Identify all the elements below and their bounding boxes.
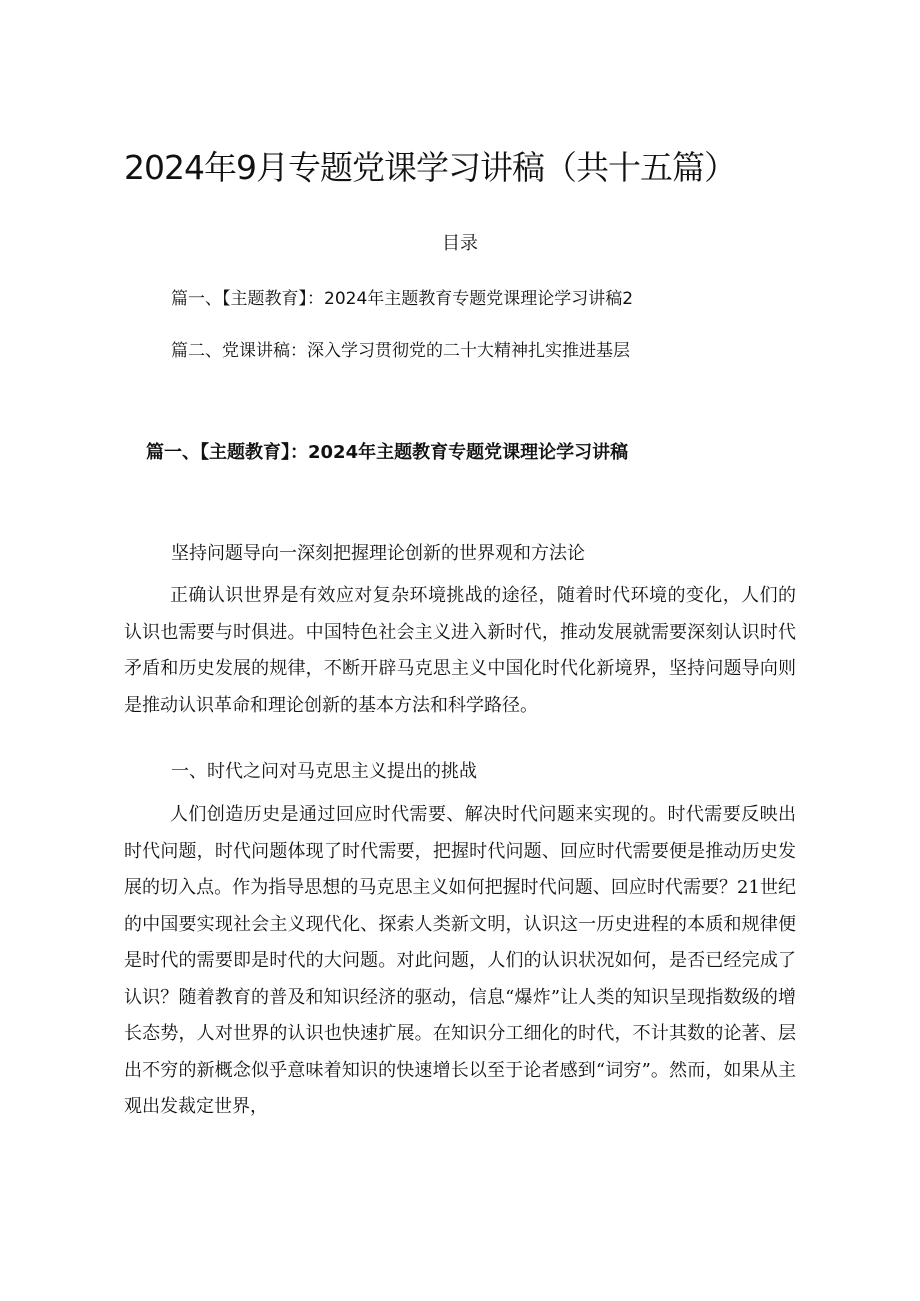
toc-heading: 目录 xyxy=(442,233,478,254)
paragraph-body: 人们创造历史是通过回应时代需要、解决时代问题来实现的。时代需要反映出时代问题，时代问题体现了时代需要，把握时代问题、回应时代需要便是推动历史发展的切入点。作为指导思想的马克思主义如何把握时代问题、回应时代需要？21世纪的中国要实现社会主义现代化、探索人类新文明，认识这一历史进程的本质和规律便是时代的需要即是时代的大问题。对此问题，人们的认识状况如何，是否已经完成了认识？随着教育的普及和知识经济的驱动，信息“爆炸”让人类的知识呈现指数级的增长态势，人对世界的认识也快速扩展。在知识分工细化的时代，不计其数的论著、层出不穷的新概念似乎意味着知识的快速增长以至于论者感到“词穷”。然而，如果从主观出发裁定世界， xyxy=(124,804,796,1117)
document-title: 2024年9月专题党课学习讲稿（共十五篇） xyxy=(124,148,736,187)
toc-item-2[interactable]: 篇二、党课讲稿：深入学习贯彻党的二十大精神扎实推进基层 xyxy=(171,341,630,361)
paragraph-intro: 正确认识世界是有效应对复杂环境挑战的途径，随着时代环境的变化，人们的认识也需要与时俱进。中国特色社会主义进入新时代，推动发展就需要深刻认识时代矛盾和历史发展的规律，不断开辟马克思主义中国化时代化新境界，坚持问题导向则是推动认识革命和理论创新的基本方法和科学路径。 xyxy=(124,585,796,716)
section-heading-1: 一、时代之问对马克思主义提出的挑战 xyxy=(171,761,477,782)
article-subtitle: 坚持问题导向一深刻把握理论创新的世界观和方法论 xyxy=(171,543,585,564)
toc-item-1[interactable]: 篇一、【主题教育】：2024年主题教育专题党课理论学习讲稿2 xyxy=(171,289,634,309)
section-title: 篇一、【主题教育】：2024年主题教育专题党课理论学习讲稿 xyxy=(146,442,629,463)
